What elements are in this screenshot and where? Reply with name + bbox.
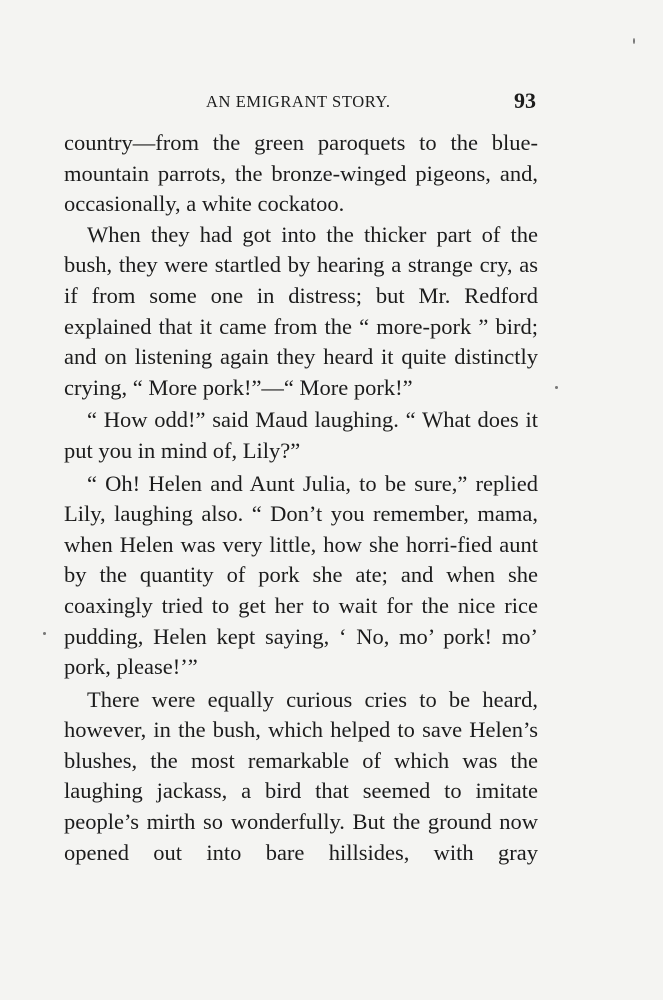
print-speck (43, 632, 46, 635)
print-speck (555, 386, 558, 389)
paragraph-5: There were equally curious cries to be heard, however, in the bush, which helped to save Helen’s blushes, the most remarkable of which was the laughing jackass, a bird that seemed to imitate people’s mirth so wonderfully. But the ground now opened out into bare hillsides, with gray (64, 686, 538, 865)
paragraph-3: “ How odd!” said Maud laughing. “ What does it put you in mind of, Lily?” (64, 407, 538, 463)
paragraph-2: When they had got into the thicker part of the bush, they were startled by hearing a strange cry, as if from some one in distress; but Mr. Redford explained that it came from the “ more-pork ” bird; and on listening again they heard it quite distinctly crying, “ More pork!”—“ More pork!” (64, 221, 538, 400)
paragraph-4: “ Oh! Helen and Aunt Julia, to be sure,” replied Lily, laughing also. “ Don’t you remember, mama, when Helen was very little, how she horri-fied aunt by the quantity of pork she ate; and when she coaxingly tried to get her to wait for the nice rice pudding, Helen kept saying, ‘ No, mo’ pork! mo’ pork, please!’” (64, 470, 538, 680)
running-head (64, 88, 538, 116)
page-number: 93 (514, 88, 536, 113)
body-text (64, 128, 538, 870)
print-speck (633, 38, 635, 44)
paragraph-1: country—from the green paroquets to the blue-mountain parrots, the bronze-winged pigeons, and, occasionally, a white cockatoo. (64, 130, 538, 217)
running-title: AN EMIGRANT STORY. (206, 92, 391, 111)
